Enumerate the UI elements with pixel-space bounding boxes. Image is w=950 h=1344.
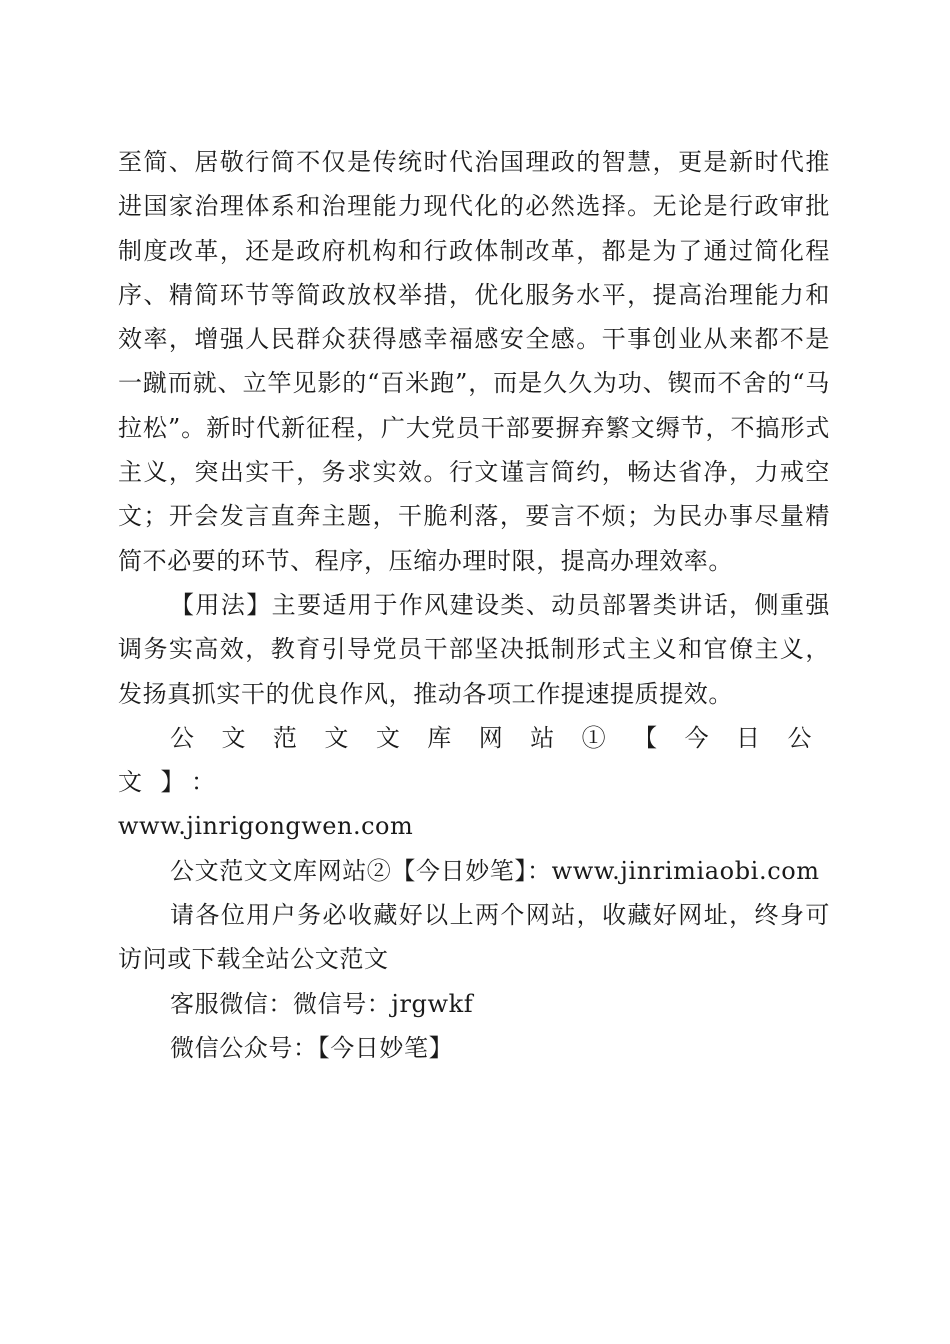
document-body xyxy=(118,140,830,1070)
site1-label: 公文范文文库网站①【今日公文】： xyxy=(118,723,830,797)
official-account-line: 微信公众号：【今日妙笔】 xyxy=(170,1033,454,1062)
site2-line: 公文范文文库网站②【今日妙笔】：www.jinrimiaobi.com xyxy=(170,856,820,885)
site1-url: www.jinrigongwen.com xyxy=(118,812,414,841)
service-wechat-line: 客服微信：微信号：jrgwkf xyxy=(170,989,474,1018)
body-paragraph: 至简、居敬行简不仅是传统时代治国理政的智慧，更是新时代推进国家治理体系和治理能力现代化的必然选择。无论是行政审批制度改革，还是政府机构和行政体制改革，都是为了通过简化程序、精简环节等简政放权举措，优化服务水平，提高治理能力和效率，增强人民群众获得感幸福感安全感。干事创业从来都不是一蹴而就、立竿见影的“百米跑”，而是久久为功、锲而不舍的“马拉松”。新时代新征程，广大党员干部要摒弃繁文缛节，不搞形式主义，突出实干，务求实效。行文谨言简约，畅达省净，力戒空文；开会发言直奔主题，干脆利落，要言不烦；为民办事尽量精简不必要的环节、程序，压缩办理时限，提高办理效率。 xyxy=(118,148,830,575)
notice-line: 请各位用户务必收藏好以上两个网站，收藏好网址，终身可访问或下载全站公文范文 xyxy=(118,901,830,974)
usage-paragraph: 【用法】主要适用于作风建设类、动员部署类讲话，侧重强调务实高效，教育引导党员干部坚决抵制形式主义和官僚主义，发扬真抓实干的优良作风，推动各项工作提速提质提效。 xyxy=(118,590,830,708)
